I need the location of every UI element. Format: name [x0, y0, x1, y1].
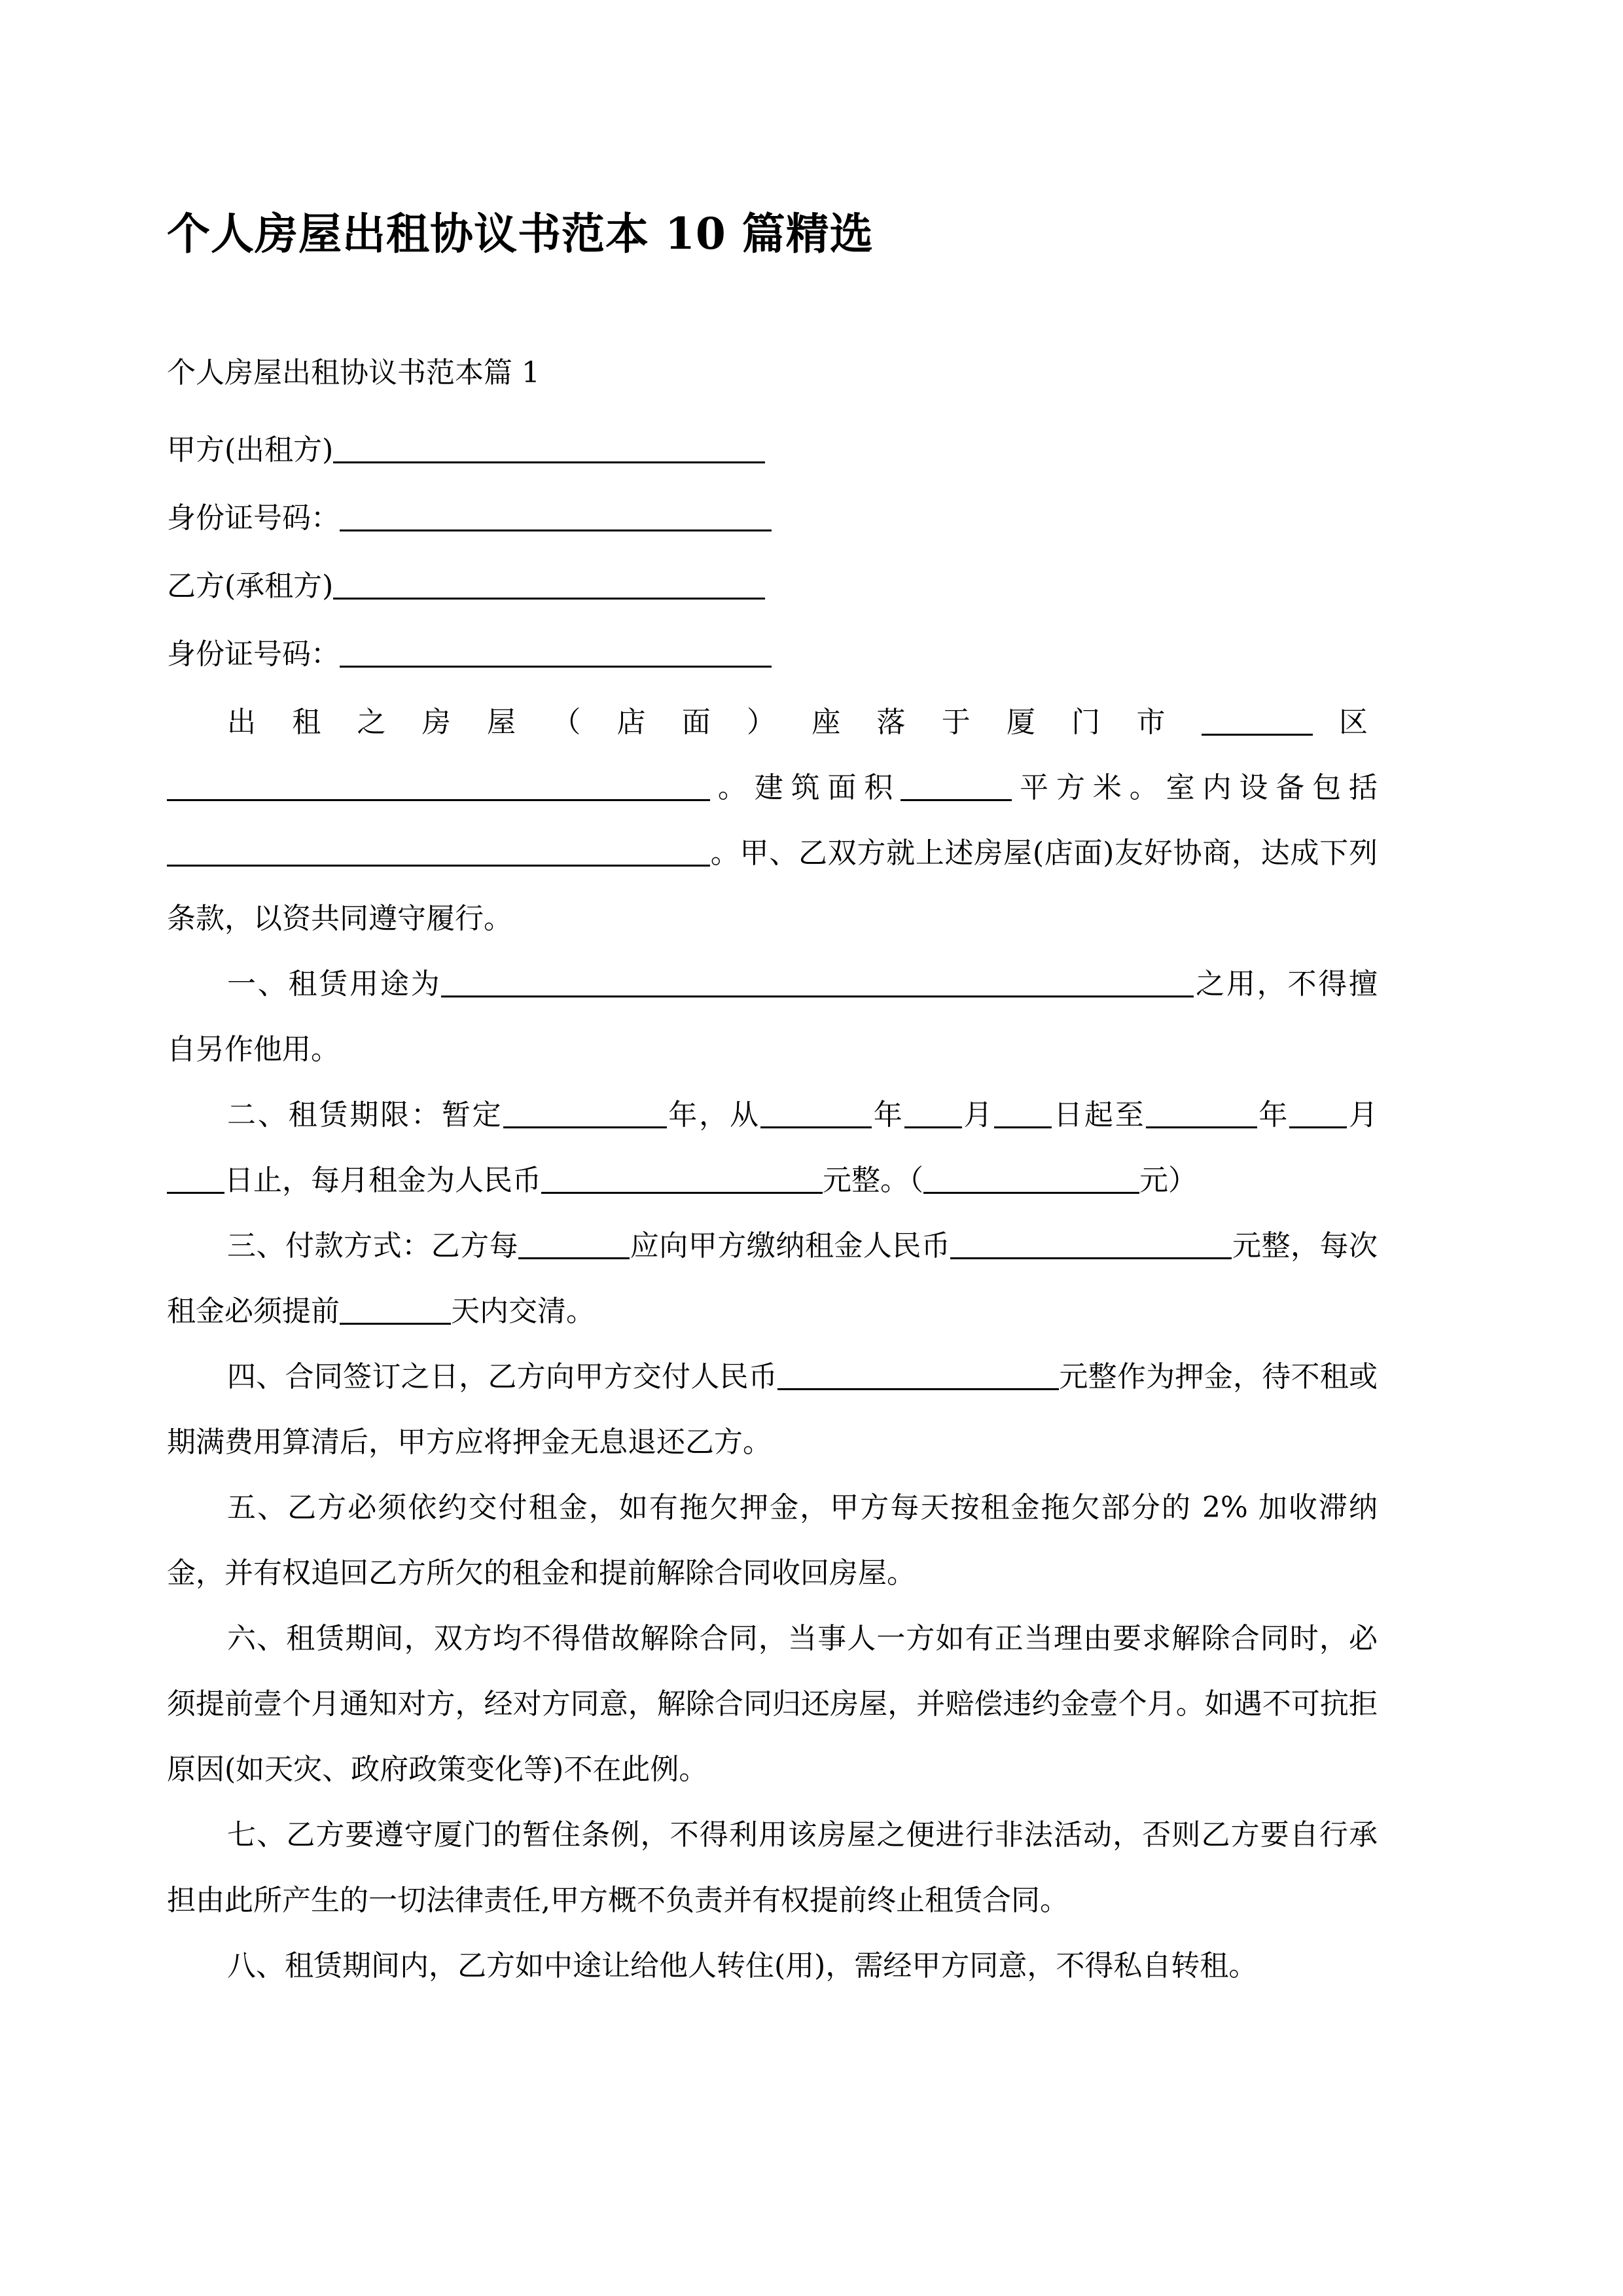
clause-6-number: 六、	[227, 1622, 287, 1655]
clause-2-text-b: 年，从	[666, 1098, 760, 1132]
clause-8-text: 租赁期间内，乙方如中途让给他人转住(用)，需经甲方同意，不得私自转租。	[285, 1949, 1258, 1982]
end-year-blank[interactable]	[1146, 1096, 1257, 1128]
rental-purpose-blank[interactable]	[441, 965, 1194, 997]
landlord-id-line	[167, 486, 1378, 551]
payment-amount-blank[interactable]	[950, 1227, 1232, 1259]
clause-4	[167, 1344, 1378, 1475]
tenant-id-line	[167, 622, 1378, 687]
indoor-equipment-text: 平方米。室内设备	[1012, 771, 1313, 804]
equipment-blank[interactable]	[167, 834, 710, 867]
tenant-id-blank[interactable]	[340, 636, 772, 668]
district-blank[interactable]	[1202, 704, 1313, 736]
address-blank[interactable]	[167, 769, 710, 801]
clause-1	[167, 952, 1378, 1083]
parties-agreement-text: 。甲、乙双方就上述房屋(店面)	[710, 836, 1115, 870]
property-location-suffix: 区	[1312, 706, 1378, 739]
term-years-blank[interactable]	[503, 1096, 667, 1128]
building-area-prefix: 。建筑面积	[710, 771, 901, 804]
property-location-text: 出租之房屋（店面）座落于厦门市	[227, 706, 1202, 739]
start-year-blank[interactable]	[760, 1096, 872, 1128]
clause-5-text: 乙方必须依约交付租金，如有拖欠押金，甲方每天按租金拖欠部分的 2% 加收滞纳金，并有权追回乙方所欠的租金和提前解除合同收回房屋。	[167, 1491, 1378, 1590]
page-title: 个人房屋出租协议书范本 10 篇精选	[167, 208, 874, 260]
tenant-label: 乙方(承租方)	[167, 569, 334, 603]
document-body	[167, 340, 1378, 1999]
clause-2-number: 二、	[227, 1098, 289, 1132]
clause-2-text-f: 年	[1257, 1098, 1290, 1132]
clause-2-text-i: 元整。（	[823, 1164, 923, 1197]
clause-7-number: 七、	[227, 1818, 287, 1852]
landlord-label: 甲方(出租方)	[167, 433, 334, 467]
clause-1-text-a: 租赁用途为	[288, 967, 442, 1001]
section-subheading: 个人房屋出租协议书范本篇 1	[167, 356, 540, 389]
tenant-id-label: 身份证号码：	[167, 637, 340, 671]
landlord-name-blank[interactable]	[333, 431, 765, 463]
clause-5	[167, 1475, 1378, 1606]
clause-2-text-d: 月	[961, 1098, 995, 1132]
clause-1-text-b: 之用，不得擅自另作他用。	[167, 967, 1378, 1066]
clause-5-number: 五、	[227, 1491, 288, 1524]
tenant-name-blank[interactable]	[333, 567, 765, 600]
landlord-id-label: 身份证号码：	[167, 501, 340, 535]
clause-1-number: 一、	[227, 967, 289, 1001]
clause-2-text-j: 元）	[1139, 1164, 1197, 1197]
start-month-blank[interactable]	[904, 1096, 962, 1128]
clause-2-text-g: 月	[1347, 1098, 1378, 1132]
monthly-rent-words-blank[interactable]	[541, 1162, 823, 1194]
clause-7	[167, 1803, 1378, 1933]
clause-6-text: 租赁期间，双方均不得借故解除合同，当事人一方如有正当理由要求解除合同时，必须提前壹个月通知对方，经对方同意，解除合同归还房屋，并赔偿违约金壹个月。如遇不可抗拒原因(如天灾、政府政策变化等)不在此例。	[167, 1622, 1378, 1786]
clause-2-text-e: 日起至	[1052, 1098, 1146, 1132]
tenant-name-line	[167, 554, 1378, 619]
end-month-blank[interactable]	[1289, 1096, 1347, 1128]
clause-2-text-c: 年	[871, 1098, 904, 1132]
clause-2	[167, 1083, 1378, 1213]
clause-8	[167, 1933, 1378, 1999]
clause-3-text-c: 元整，每次租金必须提前	[167, 1229, 1378, 1328]
clause-6	[167, 1606, 1378, 1803]
clause-3-text-a: 付款方式：乙方每	[285, 1229, 519, 1263]
agreement-closing-text: 友好协商，达成下列条款，以资共同遵守履行。	[167, 836, 1378, 935]
clause-4-number: 四、	[227, 1360, 285, 1393]
landlord-name-line	[167, 418, 1378, 483]
clause-3	[167, 1213, 1378, 1344]
clause-2-text-h: 日止，每月租金为人民币	[224, 1164, 541, 1197]
building-area-blank[interactable]	[901, 769, 1012, 801]
payment-period-blank[interactable]	[518, 1227, 630, 1259]
clause-3-text-d: 天内交清。	[451, 1295, 595, 1328]
clause-3-number: 三、	[227, 1229, 286, 1263]
end-day-blank[interactable]	[167, 1162, 224, 1194]
property-description-paragraph	[167, 690, 1378, 952]
clause-2-text-a: 租赁期限：暂定	[288, 1098, 503, 1132]
monthly-rent-digits-blank[interactable]	[923, 1162, 1139, 1194]
start-day-blank[interactable]	[994, 1096, 1052, 1128]
clause-4-text-a: 合同签订之日，乙方向甲方交付人民币	[285, 1360, 778, 1393]
includes-label: 包括	[1312, 771, 1378, 804]
clause-3-text-b: 应向甲方缴纳租金人民币	[630, 1229, 951, 1263]
payment-advance-days-blank[interactable]	[340, 1293, 451, 1325]
landlord-id-blank[interactable]	[340, 499, 772, 531]
clause-4-text-b: 元整作为押金，待不租或期满费用算清后，甲方应将押金无息退还乙方。	[167, 1360, 1378, 1459]
deposit-amount-blank[interactable]	[777, 1358, 1059, 1390]
clause-7-text: 乙方要遵守厦门的暂住条例，不得利用该房屋之便进行非法活动，否则乙方要自行承担由此所产生的一切法律责任,甲方概不负责并有权提前终止租赁合同。	[167, 1818, 1378, 1917]
clause-8-number: 八、	[227, 1949, 285, 1982]
